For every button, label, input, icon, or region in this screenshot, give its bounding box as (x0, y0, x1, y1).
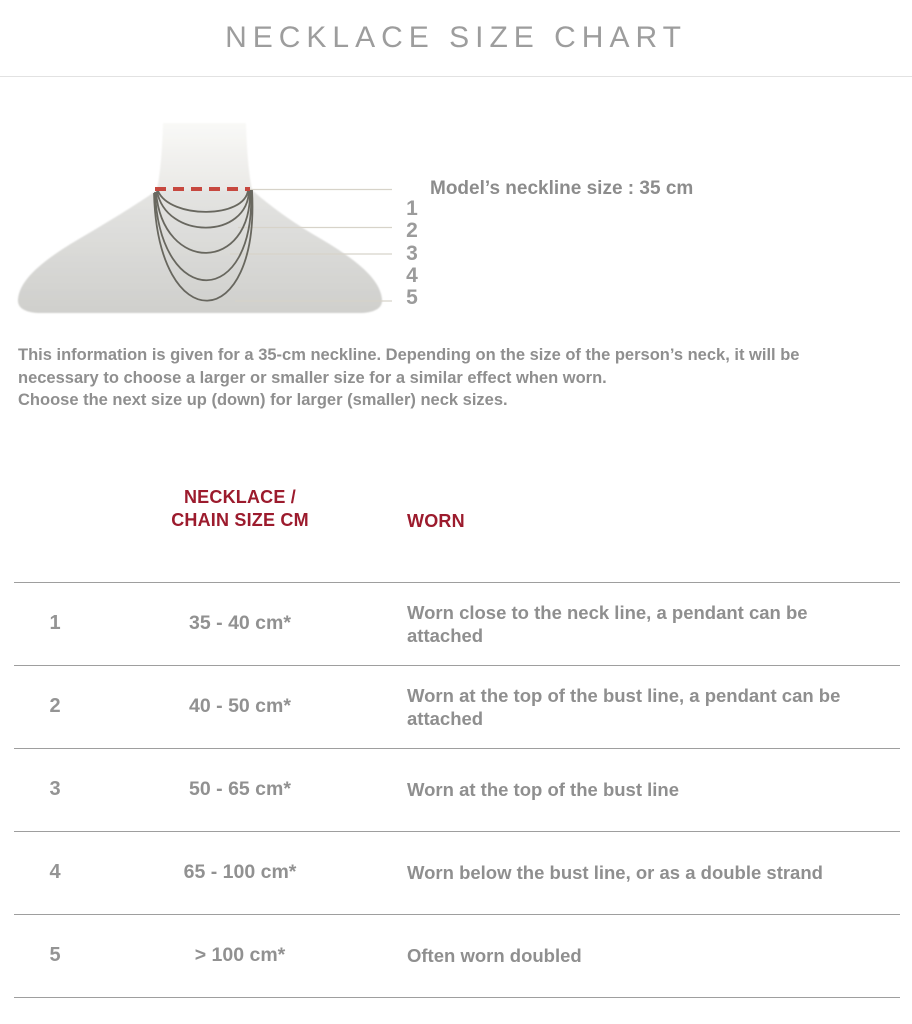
model-neckline-label: Model’s neckline size : 35 cm (430, 178, 694, 199)
neck-silhouette-graphic (0, 77, 912, 330)
table-row (14, 665, 900, 748)
worn-column-header: WORN (407, 510, 465, 531)
size-header-line2: CHAIN SIZE CM (171, 509, 309, 530)
row-number-cell: 4 (49, 861, 61, 883)
row-number-cell: 5 (49, 944, 61, 966)
row-size-cell: 50 - 65 cm* (189, 778, 291, 800)
row-size-cell: > 100 cm* (194, 944, 286, 966)
neck-diagram-figure (0, 77, 912, 330)
row-size-cell: 40 - 50 cm* (189, 695, 291, 717)
intro-line-3: Choose the next size up (down) for larger (smaller) neck sizes. (18, 391, 508, 409)
title-bar (0, 0, 912, 77)
intro-line-2: necessary to choose a larger or smaller size for a similar effect when worn. (18, 368, 607, 387)
table-header-row (14, 486, 900, 532)
table-row (14, 831, 900, 914)
intro-text (18, 344, 894, 412)
length-label-2: 2 (406, 219, 418, 242)
intro-line-1: This information is given for a 35-cm neckline. Depending on the size of the person’s neck, it will be (18, 346, 800, 364)
length-label-3: 3 (406, 242, 418, 265)
row-worn-cell: Worn below the bust line, or as a double strand (407, 862, 823, 883)
row-worn-cell: Worn close to the neck line, a pendant can be attached (407, 601, 808, 646)
table-row (14, 748, 900, 831)
row-size-cell: 35 - 40 cm* (189, 612, 291, 634)
table-body (14, 582, 900, 998)
row-worn-cell: Worn at the top of the bust line (407, 779, 679, 800)
row-number-cell: 2 (49, 695, 61, 717)
size-table (14, 486, 900, 998)
neck-shape (156, 123, 253, 193)
row-number-cell: 3 (49, 778, 61, 800)
length-label-1: 1 (406, 197, 418, 220)
table-row (14, 582, 900, 665)
row-number-cell: 1 (49, 612, 61, 634)
length-label-4: 4 (406, 264, 418, 287)
size-column-header (96, 486, 384, 532)
shoulders-shape (18, 190, 382, 313)
table-row (14, 914, 900, 997)
row-size-cell: 65 - 100 cm* (183, 861, 297, 883)
size-header-line1: NECKLACE / (183, 486, 296, 507)
row-worn-cell: Often worn doubled (407, 945, 582, 966)
page-title: NECKLACE SIZE CHART (225, 21, 687, 54)
row-worn-cell: Worn at the top of the bust line, a pendant can be attached (407, 684, 841, 729)
length-label-5: 5 (406, 286, 418, 309)
